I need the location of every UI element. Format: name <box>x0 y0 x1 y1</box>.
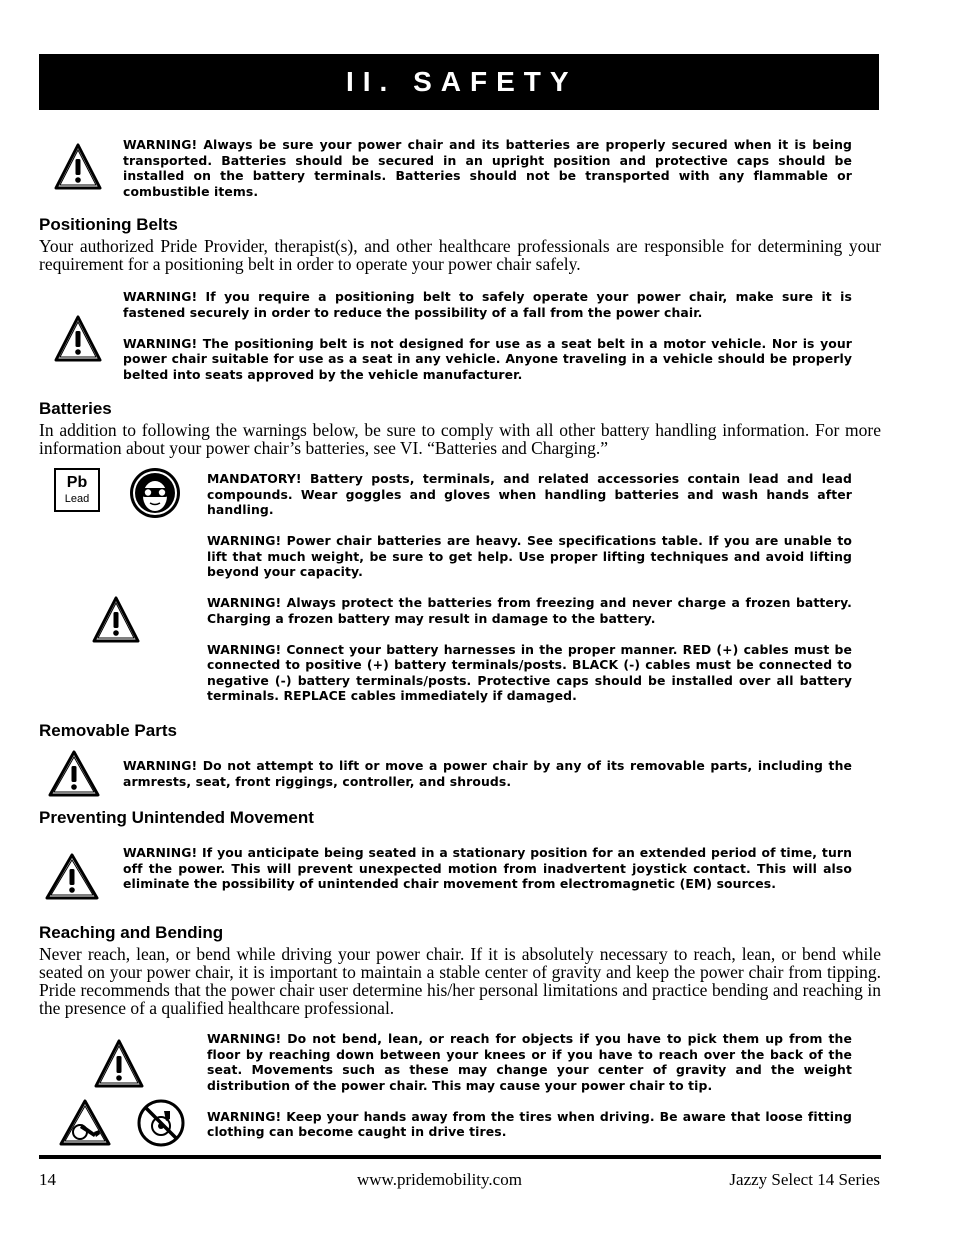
no-hands-near-tire-icon <box>137 1099 185 1147</box>
paragraph-positioning-belts: Your authorized Pride Provider, therapist(s), and other healthcare professionals are responsible for determining your requirement for a positioning belt in order to operate your power chair safely. <box>39 236 881 274</box>
page-number: 14 <box>39 1170 56 1189</box>
heading-unintended-movement: Preventing Unintended Movement <box>39 808 314 827</box>
hand-caught-in-wheel-icon <box>58 1098 112 1148</box>
footer-website[interactable]: www.pridemobility.com <box>357 1170 522 1189</box>
heading-batteries: Batteries <box>39 399 112 418</box>
warning-tires: WARNING! Keep your hands away from the tires when driving. Be aware that loose fitting clothing can become caught in drive tires. <box>207 1108 852 1139</box>
warning-removable-parts: WARNING! Do not attempt to lift or move a power chair by any of its removable parts, including the armrests, seat, front riggings, controller, and shrouds. <box>123 758 852 789</box>
mandatory-battery-lead: MANDATORY! Battery posts, terminals, and related accessories contain lead and lead compounds. Wear goggles and gloves when handling batteries and wash hands after handling. <box>207 471 852 517</box>
warning-reaching: WARNING! Do not bend, lean, or reach for objects if you have to pick them up from the floor by reaching down between your knees or if you have to reach over the back of the seat. Movements such as these may change your center of gravity and the weight distribution of the power chair. This may cause your power chair to tip. <box>207 1031 852 1093</box>
warning-battery-heavy: WARNING! Power chair batteries are heavy. See specifications table. If you are unable to lift that much weight, be sure to get help. Use proper lifting techniques and avoid lifting beyond your capacity. <box>207 533 852 579</box>
lead-symbol-element: Pb <box>66 474 88 491</box>
footer-product: Jazzy Select 14 Series <box>729 1170 880 1189</box>
warning-transport: WARNING! Always be sure your power chair and its batteries are properly secured when it is being transported. Batteries should be secured in an upright position and protective caps should be installed on the battery terminals. Batteries should not be transported with any flammable or combustible items. <box>123 137 852 199</box>
heading-positioning-belts: Positioning Belts <box>39 215 178 234</box>
warning-group-reaching <box>207 1031 852 1140</box>
warning-triangle-icon <box>91 595 141 645</box>
section-title-banner <box>39 54 879 110</box>
paragraph-batteries: In addition to following the warnings below, be sure to comply with all other battery handling information. For more information about your power chair’s batteries, see VI. “Batteries and Charging.” <box>39 420 881 458</box>
warning-group-batteries <box>207 471 852 704</box>
heading-removable-parts: Removable Parts <box>39 721 177 740</box>
goggles-mandatory-icon <box>128 466 182 520</box>
warning-triangle-icon <box>53 142 103 192</box>
lead-symbol-label: Lead <box>64 493 90 505</box>
warning-triangle-icon <box>53 314 103 364</box>
footer-rule <box>39 1155 881 1159</box>
warning-belt-secure: WARNING! If you require a positioning belt to safely operate your power chair, make sure it is fastened securely in order to reduce the possibility of a fall from the power chair. <box>123 289 852 320</box>
section-title: II. SAFETY <box>346 66 578 97</box>
warning-group-belts <box>123 289 852 382</box>
warning-battery-freeze: WARNING! Always protect the batteries from freezing and never charge a frozen battery. Charging a frozen battery may result in damage to the battery. <box>207 595 852 626</box>
warning-belt-vehicle: WARNING! The positioning belt is not designed for use as a seat belt in a motor vehicle. Nor is your power chair suitable for use as a seat in any vehicle. Anyone traveling in a vehicle should be properly belted into seats approved by the vehicle manufacturer. <box>123 335 852 382</box>
lead-pb-icon <box>54 468 100 512</box>
warning-battery-cables: WARNING! Connect your battery harnesses in the proper manner. RED (+) cables must be connected to positive (+) battery terminals/posts. BLACK (-) cables must be connected to negative (-) battery terminals/posts. Protective caps should be installed over all battery terminals. REPLACE cables immediately if damaged. <box>207 641 852 703</box>
warning-triangle-icon <box>47 749 101 799</box>
warning-triangle-icon <box>93 1038 145 1090</box>
heading-reaching-bending: Reaching and Bending <box>39 923 224 942</box>
warning-unintended-movement: WARNING! If you anticipate being seated in a stationary position for an extended period of time, turn off the power. This will prevent unexpected motion from inadvertent joystick contact. This will also eliminate the possibility of unintended chair movement from electromagnetic (EM) sources. <box>123 845 852 891</box>
paragraph-reaching-bending: Never reach, lean, or bend while driving your power chair. If it is absolutely necessary to reach, lean, or bend while seated on your power chair, it is important to maintain a stable center of gravity and keep the power chair from tipping. Pride recommends that the power chair user determine his/her personal limitations and practice bending and reaching in the presence of a qualified healthcare professional. <box>39 944 881 1018</box>
warning-triangle-icon <box>44 852 100 902</box>
